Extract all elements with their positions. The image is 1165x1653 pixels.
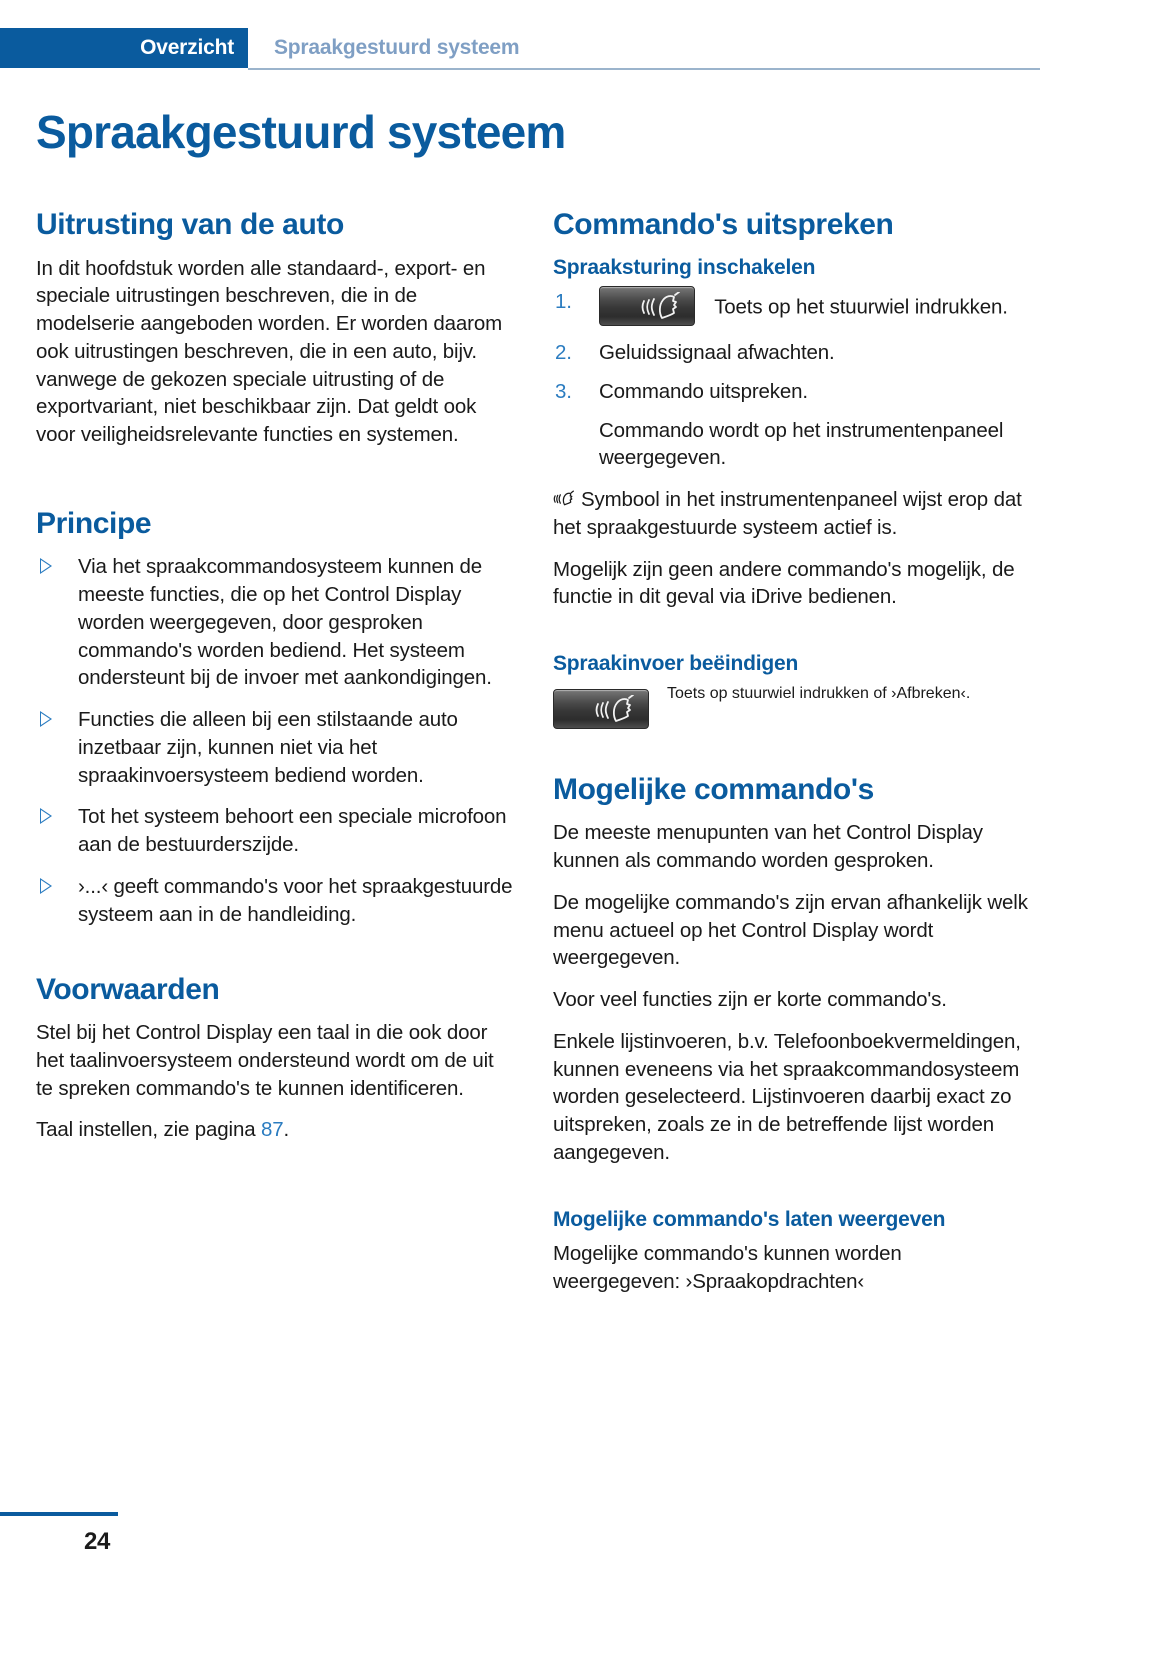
paragraph-mogelijke-2: De mogelijke commando's zijn ervan afhankelijk welk menu actueel op het Control Display wordt weergegeven. [553,890,1028,970]
spacer [553,1181,1031,1207]
step-text: Geluidssignaal afwachten. [599,341,835,365]
subheading-mogelijke-commandos-laten-weergeven: Mogelijke commando's laten weergeven [553,1207,946,1231]
voice-button-icon [599,286,695,326]
subheading-spraaksturing-inschakelen: Spraaksturing inschakelen [553,255,816,279]
running-head-section-label: Spraakgestuurd systeem [274,36,520,59]
page-title: Spraakgestuurd systeem [36,106,566,158]
spraakinvoer-text: Toets op stuurwiel indrukken of ›Afbreken‹. [667,684,971,702]
voice-symbol-icon [553,489,577,509]
list-item [36,706,514,789]
footer-rule [0,1512,118,1516]
spacer [553,625,1031,651]
page-reference-line [36,1116,514,1144]
voice-button-icon [553,689,649,729]
step-text: Commando uitspreken. [599,379,808,403]
subheading-spraakinvoer-beeindigen: Spraakinvoer beëindigen [553,652,799,676]
triangle-bullet-icon [40,878,52,894]
paragraph-uitrusting: In dit hoofdstuk worden alle standaard-, export- en speciale uitrustingen beschreven, die in de modelserie aangeboden worden. Er worden daarom ook uitrustingen beschreven, die in een auto, bijv. vanwege de gekozen speciale uitrusting of de exportvariant, niet beschikbaar zijn. Dat geldt ook voor veiligheidsrelevante functies en systemen. [36,256,503,447]
running-head-rule [248,68,1040,70]
list-item [36,553,514,692]
step-item [553,378,1031,406]
page-reference-prefix: Taal instellen, zie pagina [36,1118,262,1142]
spacer [36,929,514,973]
list-item-text: ›...‹ geeft commando's voor het spraakgestuurde systeem aan in de handleiding. [78,875,513,926]
principe-bullet-list [36,553,514,928]
spacer [36,463,514,507]
triangle-bullet-icon [40,711,52,727]
symbol-note-text: Symbool in het instrumentenpaneel wijst erop dat het spraakgestuurde systeem actief is. [553,488,1022,539]
spacer [553,729,1031,773]
section-heading-mogelijke-commandos: Mogelijke commando's [553,772,874,806]
step-item [553,339,1031,367]
step-number: 3. [555,379,572,403]
step-text: Toets op het stuurwiel indrukken. [714,295,1008,319]
paragraph-mogelijke-4: Enkele lijstinvoeren, b.v. Telefoonboekvermeldingen, kunnen eveneens via het spraakcommandosysteem worden geselecteerd. Lijstinvoeren daarbij exact zo uitspreken, zoals ze in de betreffende lijst worden aangegeven. [553,1029,1021,1164]
spraakinvoer-row [553,685,1031,729]
paragraph-voorwaarden: Stel bij het Control Display een taal in die ook door het taalinvoersysteem ondersteund wordt om de uit te spreken commando's te kunnen identificeren. [36,1021,494,1100]
symbol-note [553,486,1031,542]
paragraph-mogelijk-geen-andere: Mogelijk zijn geen andere commando's mogelijk, de functie in dit geval via iDrive bedienen. [553,557,1015,609]
list-item [36,873,514,929]
steps-list [553,288,1031,406]
page-reference-suffix: . [283,1118,290,1142]
page-number: 24 [84,1528,110,1555]
section-heading-uitrusting: Uitrusting van de auto [36,208,344,241]
right-column [553,208,1031,1296]
list-item-text: Via het spraakcommandosysteem kunnen de meeste functies, die op het Control Display worden weergegeven, door gesproken commando's worden bediend. Het systeem ondersteunt bij de invoer met aankondigingen. [78,555,492,690]
paragraph-mogelijke-3: Voor veel functies zijn er korte commando's. [553,988,947,1012]
step-number: 1. [555,290,572,314]
step-number: 2. [555,341,572,365]
page-reference-number[interactable]: 87 [261,1118,284,1142]
running-head [0,28,1165,68]
list-item-text: Functies die alleen bij een stilstaande auto inzetbaar zijn, kunnen niet via het spraakinvoersysteem bediend worden. [78,708,458,787]
paragraph-mogelijke-1: De meeste menupunten van het Control Display kunnen als commando worden gesproken. [553,821,983,873]
running-head-chapter-label: Overzicht [140,36,234,59]
section-heading-principe: Principe [36,506,152,540]
section-heading-commandos-uitspreken: Commando's uitspreken [553,208,894,241]
list-item [36,803,514,859]
triangle-bullet-icon [40,808,52,824]
section-heading-voorwaarden: Voorwaarden [36,972,220,1006]
paragraph-laten-weergeven: Mogelijke commando's kunnen worden weergegeven: ›Spraakopdrachten‹ [553,1242,902,1294]
list-item-text: Tot het systeem behoort een speciale microfoon aan de bestuurderszijde. [78,805,507,857]
step-item [553,288,1031,328]
left-column [36,208,514,1144]
step-continuation-text: Commando wordt op het instrumentenpaneel weergegeven. [599,418,1004,470]
triangle-bullet-icon [40,558,52,574]
